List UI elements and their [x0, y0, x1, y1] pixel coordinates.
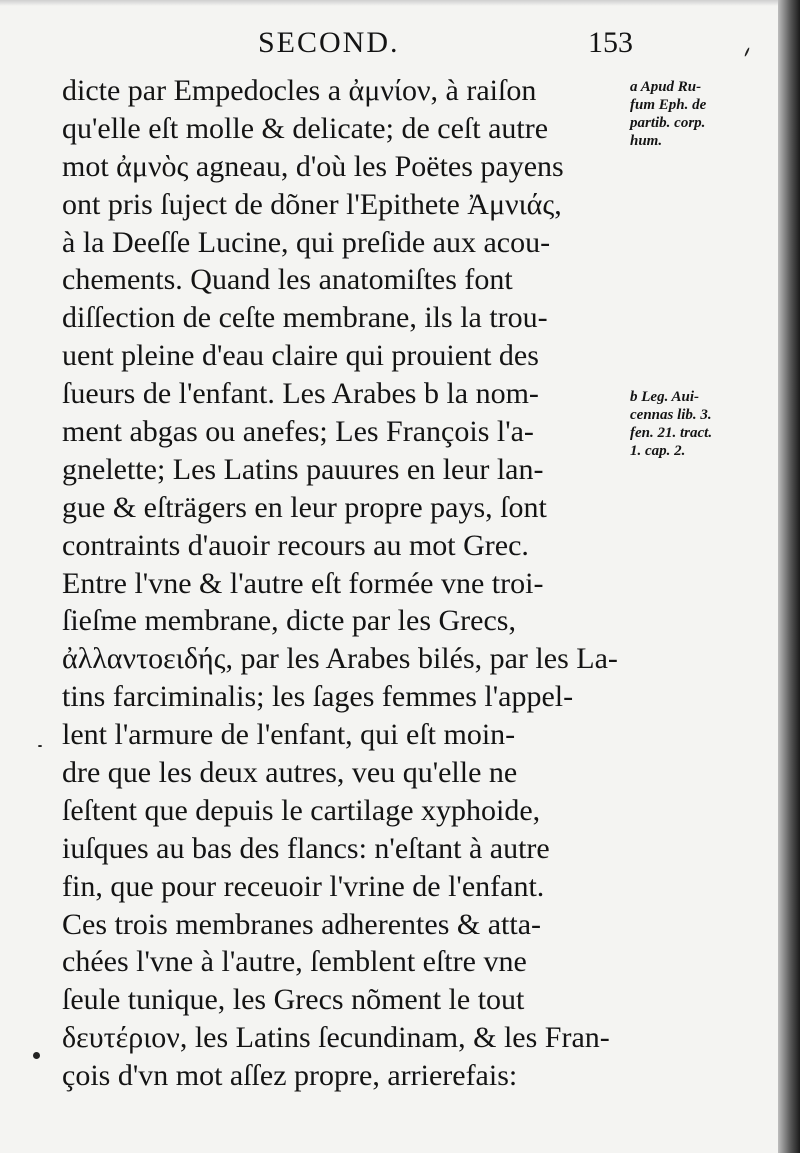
text-line: à la Deeſſe Lucine, qui preſide aux acou-	[62, 225, 551, 259]
margin-note-line: b Leg. Aui-	[630, 389, 700, 405]
page-number: 153	[588, 26, 633, 59]
text-line: Ces trois membranes adherentes & atta-	[62, 907, 542, 941]
text-line: ſeſtent que depuis le cartilage xyphoide,	[62, 793, 541, 827]
margin-note-b	[630, 388, 712, 460]
margin-note-line: fen. 21. tract.	[630, 425, 713, 441]
running-head	[0, 26, 800, 66]
text-line: ſieſme membrane, dicte par les Grecs,	[62, 604, 516, 638]
ink-speck	[33, 1052, 40, 1059]
text-line: ſueurs de l'enfant. Les Arabes b la nom-	[62, 377, 539, 411]
page-top-shadow	[0, 0, 800, 6]
text-line: lent l'armure de l'enfant, qui eſt moin-	[62, 718, 516, 752]
ink-speck	[38, 745, 42, 747]
margin-note-a	[630, 78, 706, 150]
text-line: çois d'vn mot aſſez propre, arrierefais:	[62, 1059, 518, 1093]
text-line: fin, que pour receuoir l'vrine de l'enfant.	[62, 869, 545, 903]
margin-note-line: fum Eph. de	[630, 97, 707, 113]
text-line: δευτέριον, les Latins ſecundinam, & les Fran-	[62, 1021, 610, 1055]
text-line: mot ἀμνὸς agneau, d'où les Poëtes payens	[62, 149, 564, 183]
margin-note-line: 1. cap. 2.	[630, 443, 686, 459]
text-line: gnelette; Les Latins pauures en leur lan-	[62, 452, 544, 486]
text-line: diſſection de ceſte membrane, ils la trou-	[62, 301, 548, 335]
margin-note-line: partib. corp.	[630, 115, 706, 131]
body-text	[62, 72, 637, 1095]
text-line: dre que les deux autres, veu qu'elle ne	[62, 756, 518, 790]
text-line: tins farciminalis; les ſages femmes l'appel-	[62, 680, 574, 714]
text-line: Entre l'vne & l'autre eſt formée vne troi-	[62, 566, 544, 600]
text-line: dicte par Empedocles a ἀμνίον, à raiſon	[62, 74, 537, 107]
text-line: uent pleine d'eau claire qui prouient des	[62, 339, 539, 373]
text-line: chements. Quand les anatomiſtes font	[62, 263, 513, 297]
text-line: ἀλλαντοειδής, par les Arabes bilés, par les La-	[62, 642, 618, 676]
text-line: ſeule tunique, les Grecs nõment le tout	[62, 983, 525, 1017]
text-line: iuſques au bas des flancs: n'eſtant à autre	[62, 831, 550, 865]
margin-note-line: a Apud Ru-	[630, 79, 702, 95]
margin-note-line: hum.	[630, 133, 663, 149]
text-line: qu'elle eſt molle & delicate; de ceſt autre	[62, 111, 549, 145]
text-line: gue & eſträgers en leur propre pays, ſont	[62, 490, 547, 524]
running-title: SECOND.	[258, 26, 400, 59]
text-line: chées l'vne à l'autre, ſemblent eſtre vne	[62, 945, 527, 979]
text-line: ment abgas ou anefes; Les François l'a-	[62, 415, 534, 449]
text-line: contraints d'auoir recours au mot Grec.	[62, 528, 529, 562]
text-line: ont pris ſuject de dõner l'Epithete Ἀμνιάς,	[62, 187, 562, 221]
margin-note-line: cennas lib. 3.	[630, 407, 712, 423]
page-gutter-shadow	[778, 0, 800, 1153]
